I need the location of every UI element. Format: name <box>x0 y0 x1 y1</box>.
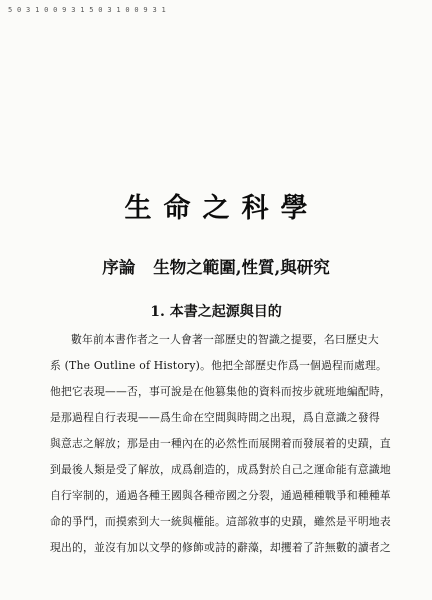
scan-stamp: 5 0 3 1 0 0 9 3 1 5 0 3 1 0 0 9 3 1 <box>8 6 167 14</box>
preface-label: 序論 <box>102 258 136 277</box>
body-text <box>50 327 391 561</box>
body-line: 他把它表現——否，事可說是在他篡集他的資料而按步就班地編配時， <box>50 385 391 398</box>
body-line: 到最後人類是受了解放，成爲創造的，成爲對於自己之運命能有意識地 <box>50 463 391 476</box>
body-line: 現出的，並沒有加以文學的修飾或詩的辭藻，却攫着了許無數的讀者之 <box>50 541 391 554</box>
body-line: 是那過程自行表現——爲生命在空間與時間之出現，爲自意識之發得 <box>50 411 380 424</box>
book-title: 生命之科學 <box>124 193 320 224</box>
body-line: 命的爭鬥，而摸索到大一統與權能。這部敘事的史蹟，雖然是平明地表 <box>50 515 391 528</box>
body-line: 與意志之解放；那是由一種內在的必然性而展開着而發展着的史蹟，直 <box>50 437 391 450</box>
preface-subtitle: 生物之範圍,性質,與研究 <box>153 258 330 277</box>
body-line: 數年前本書作者之一人會著一部歷史的智識之提要，名曰歷史大 <box>71 333 379 346</box>
preface-heading <box>0 254 432 278</box>
body-line: 自行宰制的，通過各種王國與各種帝國之分裂，通過種種戰爭和種種革 <box>50 489 391 502</box>
body-line: 系 (The Outline of History)。他把全部歷史作爲一個過程而處理。 <box>50 359 388 372</box>
section-heading: 1. 本書之起源與目的 <box>150 304 282 320</box>
